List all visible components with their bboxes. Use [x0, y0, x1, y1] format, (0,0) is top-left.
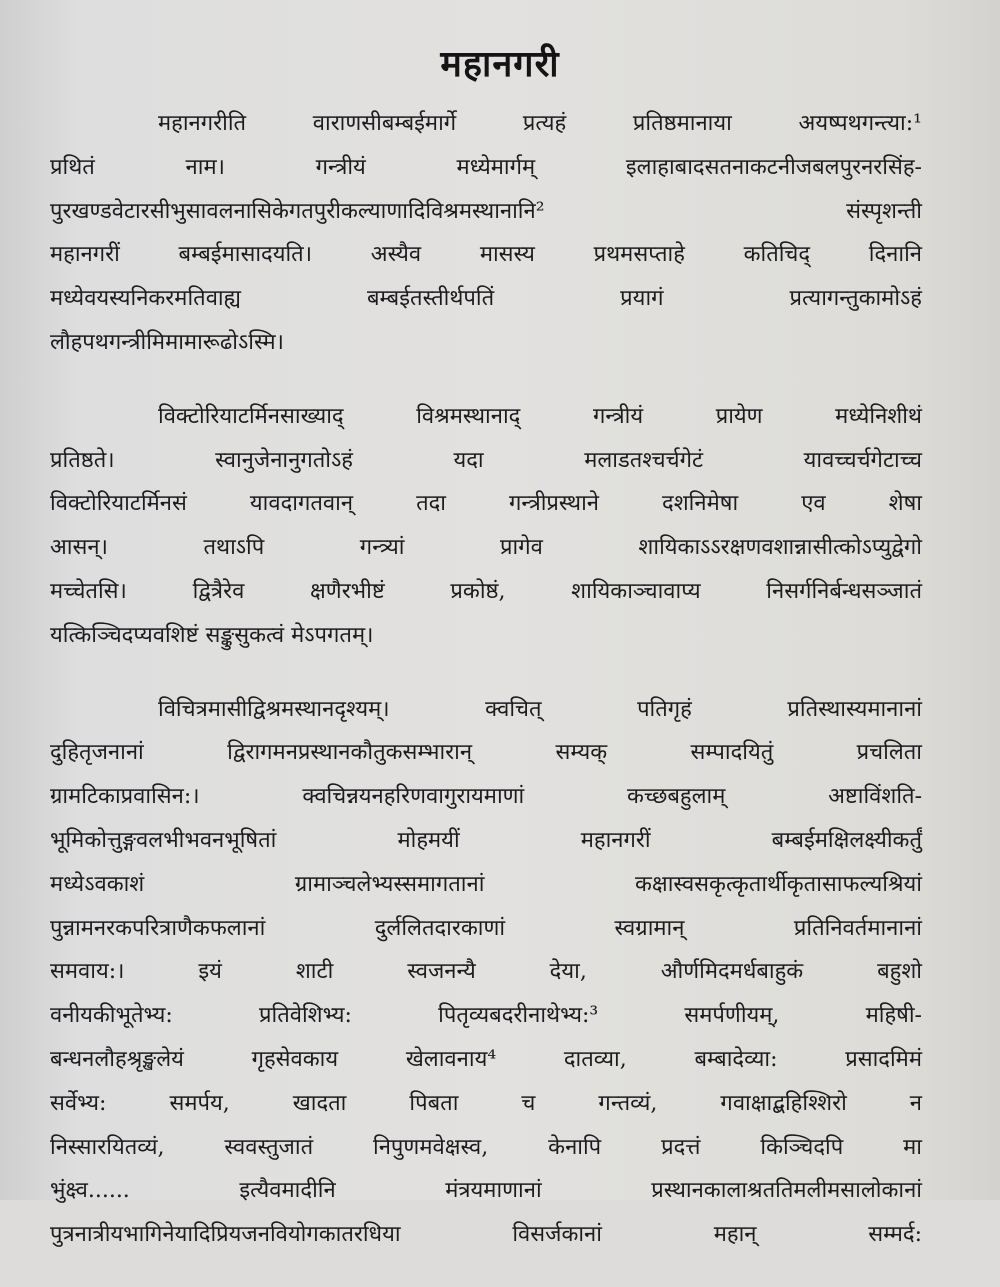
- text-line: प्रथितं नाम। गन्त्रीयं मध्येमार्गम् इलाहाबादसतनाकटनीजबलपुरनरसिंह-: [50, 154, 922, 180]
- text-line: सर्वेभ्य: समर्पय, खादता पिबता च गन्तव्यं, गवाक्षाद्बहिश्शिरो न: [50, 1090, 922, 1116]
- text-line: प्रतिष्ठते। स्वानुजेनानुगतोऽहं यदा मलाडतश्चर्चगेटं यावच्चर्चगेटाच्च: [50, 447, 922, 473]
- text-line: लौहपथगन्त्रीमिमामारूढोऽस्मि।: [50, 329, 284, 355]
- paragraph-2: [50, 395, 922, 658]
- paragraph-1: [50, 102, 922, 365]
- text-line: दुहितृजनानां द्विरागमनप्रस्थानकौतुकसम्भारान् सम्यक् सम्पादयितुं प्रचलिता: [50, 740, 922, 766]
- text-line: मध्येऽवकाशं ग्रामाञ्चलेभ्यस्समागतानां कक्षास्वसकृत्कृतार्थीकृतासाफल्यश्रियां: [50, 871, 922, 897]
- text-line: महानगरीति वाराणसीबम्बईमार्गे प्रत्यहं प्रतिष्ठमानाया अयष्पथगन्त्या:¹: [158, 111, 922, 136]
- text-line: वनीयकीभूतेभ्य: प्रतिवेशिभ्य: पितृव्यबदरीनाथेभ्य:³ समर्पणीयम्, महिषी-: [50, 1003, 922, 1029]
- text-line: आसन्। तथाऽपि गन्त्र्यां प्रागेव शायिकाऽऽरक्षणवशान्नासीत्कोऽप्युद्वेगो: [50, 535, 922, 561]
- page-title: महानगरी: [440, 43, 560, 85]
- paragraph-3: [50, 688, 922, 1257]
- text-line: भुंक्ष्व...... इत्यैवमादीनि मंत्रयमाणानां प्रस्थानकालाश्रततिमलीमसालोकानां: [50, 1178, 922, 1204]
- text-line: निस्सारयितव्यं, स्ववस्तुजातं निपुणमवेक्षस्व, केनापि प्रदत्तं किञ्चिदपि मा: [50, 1134, 922, 1160]
- text-line: समवाय:। इयं शाटी स्वजनन्यै देया, और्णमिदमर्धबाहुकं बहुशो: [50, 959, 922, 985]
- text-line: पुन्नामनरकपरित्राणैकफलानां दुर्ललितदारकाणां स्वग्रामान् प्रतिनिवर्तमानानां: [50, 915, 922, 941]
- text-line: बन्धनलौहश्रृङ्खलेयं गृहसेवकाय खेलावनाय⁴ दातव्या, बम्बादेव्या: प्रसादमिमं: [50, 1046, 922, 1072]
- text-line: मध्येवयस्यनिकरमतिवाह्य बम्बईतस्तीर्थपतिं प्रयागं प्रत्यागन्तुकामोऽहं: [50, 286, 922, 312]
- text-line: भूमिकोत्तुङ्गवलभीभवनभूषितां मोहमयीं महानगरीं बम्बईमक्षिलक्ष्यीकर्तुं: [50, 827, 922, 853]
- text-line: विचित्रमासीद्विश्रमस्थानदृश्यम्। क्वचित् पतिगृहं प्रतिस्थास्यमानानां: [158, 696, 922, 722]
- text-line: विक्टोरियाटर्मिनसं यावदागतवान् तदा गन्त्रीप्रस्थाने दशनिमेषा एव शेषा: [50, 491, 922, 517]
- text-line: पुत्रनात्रीयभागिनेयादिप्रियजनवियोगकातरधिया विसर्जकानां महान् सम्मर्द:: [50, 1222, 922, 1248]
- text-line: मच्चेतसि। द्वित्रैरेव क्षणैरभीष्टं प्रकोष्ठं, शायिकाञ्चावाप्य निसर्गनिर्बन्धसञ्जातं: [50, 578, 922, 604]
- text-line: महानगरीं बम्बईमासादयति। अस्यैव मासस्य प्रथमसप्ताहे कतिचिद् दिनानि: [50, 242, 922, 268]
- text-line: विक्टोरियाटर्मिनसाख्याद् विश्रमस्थानाद् गन्त्रीयं प्रायेण मध्येनिशीथं: [158, 403, 922, 429]
- text-line: यत्किञ्चिदप्यवशिष्टं सङ्कुसुकत्वं मेऽपगतम्।: [50, 622, 374, 648]
- page-body: [50, 102, 922, 1287]
- text-line: ग्रामटिकाप्रवासिन:। क्वचिन्नयनहरिणवागुरायमाणां कच्छबहुलाम् अष्टाविंशति-: [50, 784, 922, 810]
- text-line: पुरखण्डवेटारसीभुसावलनासिकेगतपुरीकल्याणादिविश्रमस्थानानि² संस्पृशन्ती: [50, 198, 922, 224]
